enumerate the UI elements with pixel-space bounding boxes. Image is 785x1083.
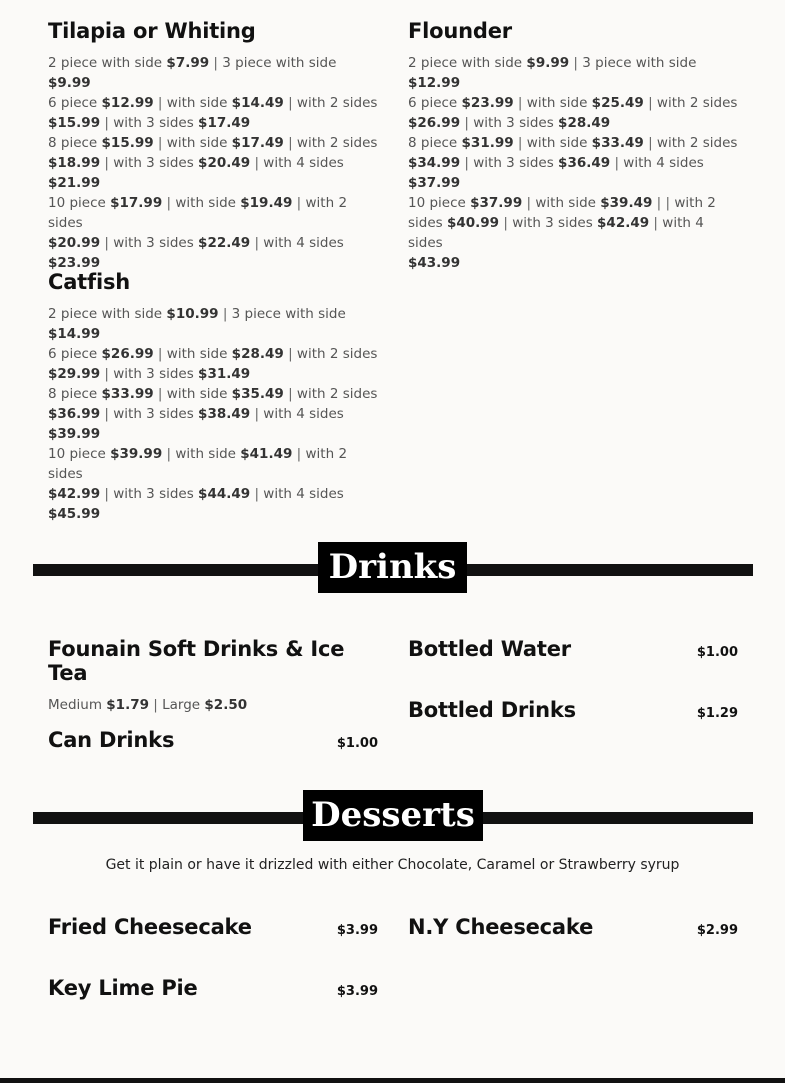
price-value: $33.99 [101,386,154,402]
separator: | [292,195,306,211]
description-line [48,504,378,524]
description-line [48,133,378,153]
price-value: $26.99 [101,346,154,362]
description-text: 3 piece with side [231,306,346,322]
price-value: $20.99 [48,235,101,251]
separator: | [513,95,527,111]
description-text: with 2 [674,195,716,211]
description-text: with 3 sides [512,215,598,231]
description-text: with 2 sides [296,386,378,402]
description-text: Large [162,697,205,713]
description-line [48,304,378,324]
description-text: 8 piece [48,135,102,151]
price-value: $38.49 [198,406,251,422]
price-value: $34.99 [408,155,461,171]
item-title: Founain Soft Drinks & Ice Tea [48,637,345,685]
item-price: $2.99 [696,923,738,938]
description-text: with 3 sides [113,235,199,251]
description-line [48,53,378,93]
price-value: $42.99 [48,486,101,502]
description-line [408,113,738,133]
description-text: 2 piece with side [48,55,167,71]
description-text: with side [166,135,232,151]
price-value: $31.99 [461,135,514,151]
description-text: with 2 sides [48,195,348,231]
separator: | [218,306,232,322]
separator: | [153,386,167,402]
separator: | [649,215,663,231]
description-text: with 2 sides [296,135,378,151]
description-text: with side [166,346,232,362]
item-title: Fried Cheesecake [48,915,252,939]
separator: | [460,155,474,171]
description-text: with 2 sides [296,95,378,111]
separator: | [153,346,167,362]
separator: | [513,135,527,151]
description-line [408,213,738,253]
separator: | [100,366,114,382]
description-line [48,344,378,364]
description-line [48,233,378,253]
description-text: with 3 sides [473,155,559,171]
description-text: with 2 sides [656,95,738,111]
price-value: $29.99 [48,366,101,382]
section-heading-drinks: Drinks [318,542,467,593]
description-line [48,444,378,484]
description-text: with 3 sides [113,406,199,422]
price-value: $17.49 [198,115,251,131]
price-value: $9.99 [48,75,91,91]
item-title: Can Drinks [48,728,175,752]
description-line [48,153,378,173]
description-text: with 4 sides [263,235,344,251]
desserts-note: Get it plain or have it drizzled with either Chocolate, Caramel or Strawberry syrup [105,857,680,873]
price-value: $25.49 [591,95,644,111]
description-text: with 3 sides [113,366,199,382]
description-line [48,384,378,404]
separator: | [162,446,176,462]
description-line [48,113,378,133]
description-text: with 4 sides [263,406,344,422]
separator: | [250,486,264,502]
price-value: $15.99 [101,135,154,151]
separator: | [148,697,163,713]
description-text: 3 piece with side [582,55,697,71]
price-value: $2.50 [204,697,248,713]
item-title: Flounder [408,19,512,43]
description-text: with 4 sides [263,486,344,502]
description-line [48,173,378,193]
price-value: $9.99 [526,55,570,71]
item-title: N.Y Cheesecake [408,915,594,939]
price-value: $17.49 [231,135,284,151]
price-value: $12.99 [408,75,461,91]
description-text: 3 piece with side [222,55,337,71]
price-value: $14.49 [231,95,284,111]
price-value: $37.99 [470,195,523,211]
item-price: $1.00 [336,736,378,751]
price-value: $39.99 [110,446,163,462]
separator: | [283,135,297,151]
description-line [408,153,738,173]
description-text: 10 piece [408,195,471,211]
separator: | [522,195,536,211]
description-text: with side [166,95,232,111]
item-description [408,53,738,273]
separator: | [499,215,513,231]
item-price: $1.29 [696,706,738,721]
description-text: 8 piece [408,135,462,151]
menu-item-can-drinks [48,728,378,752]
menu-item-fried-cheesecake [48,915,378,939]
separator: | [250,235,264,251]
menu-item-tilapia [48,19,378,273]
separator: | | [652,195,675,211]
menu-item-ny-cheesecake [408,915,738,939]
price-value: $7.99 [166,55,210,71]
description-text: with 2 sides [48,446,348,482]
menu-item-bottled-drinks [408,698,738,722]
price-value: $40.99 [446,215,500,231]
item-title: Tilapia or Whiting [48,19,256,43]
description-text: with side [535,195,601,211]
price-value: $1.79 [106,697,149,713]
description-text: with side [166,386,232,402]
item-title: Key Lime Pie [48,976,198,1000]
price-value: $31.49 [198,366,251,382]
separator: | [153,135,167,151]
price-value: $23.99 [461,95,514,111]
menu-item-fountain-drinks [48,637,378,715]
price-value: $14.99 [48,326,101,342]
description-line [48,404,378,424]
price-value: $22.49 [198,235,251,251]
description-text: 2 piece with side [408,55,527,71]
description-text: with 3 sides [113,155,199,171]
description-text: with 3 sides [113,486,199,502]
description-line [408,193,738,213]
description-text: with 4 sides [623,155,704,171]
price-value: $39.99 [48,426,101,442]
menu-item-bottled-water [408,637,738,661]
separator: | [283,346,297,362]
item-description [48,695,378,715]
description-line [48,193,378,233]
description-text: 8 piece [48,386,102,402]
item-price: $3.99 [336,923,378,938]
price-value: $41.49 [240,446,293,462]
description-text: 10 piece [48,195,111,211]
item-title: Bottled Water [408,637,571,661]
separator: | [100,115,114,131]
description-text: 6 piece [48,95,102,111]
price-value: $19.49 [240,195,293,211]
separator: | [153,95,167,111]
separator: | [100,406,114,422]
description-line [48,695,378,715]
separator: | [209,55,223,71]
description-line [48,484,378,504]
price-value: $39.49 [600,195,653,211]
menu-item-catfish [48,270,378,524]
description-text: with side [175,446,241,462]
item-title: Catfish [48,270,131,294]
page-bottom-border [0,1078,785,1083]
description-text: 10 piece [48,446,111,462]
description-text: 6 piece [48,346,102,362]
separator: | [100,486,114,502]
description-text: 2 piece with side [48,306,167,322]
item-price: $1.00 [696,645,738,660]
description-line [48,424,378,444]
description-line [48,93,378,113]
price-value: $21.99 [48,175,101,191]
price-value: $45.99 [48,506,101,522]
separator: | [610,155,624,171]
description-text: with side [526,135,592,151]
description-line [48,324,378,344]
description-line [408,133,738,153]
description-text: with 2 sides [296,346,378,362]
description-line [408,93,738,113]
description-line [408,253,738,273]
description-text: with 4 sides [408,215,704,251]
separator: | [100,235,114,251]
price-value: $43.99 [408,255,461,271]
price-value: $18.99 [48,155,101,171]
separator: | [283,386,297,402]
section-heading-desserts: Desserts [303,790,483,841]
price-value: $17.99 [110,195,163,211]
separator: | [250,155,264,171]
description-text: sides [408,215,447,231]
separator: | [283,95,297,111]
separator: | [569,55,583,71]
description-text: with side [175,195,241,211]
item-description [48,304,378,524]
separator: | [162,195,176,211]
item-description [48,53,378,273]
menu-item-key-lime-pie [48,976,378,1000]
price-value: $15.99 [48,115,101,131]
description-text: with 2 sides [656,135,738,151]
separator: | [643,95,657,111]
price-value: $36.99 [48,406,101,422]
description-line [408,173,738,193]
separator: | [250,406,264,422]
description-text: with 4 sides [263,155,344,171]
description-text: with 3 sides [113,115,199,131]
price-value: $28.49 [231,346,284,362]
separator: | [460,115,474,131]
price-value: $20.49 [198,155,251,171]
description-text: 6 piece [408,95,462,111]
price-value: $28.49 [558,115,611,131]
price-value: $35.49 [231,386,284,402]
description-text: with 3 sides [473,115,559,131]
menu-item-flounder [408,19,738,273]
price-value: $36.49 [558,155,611,171]
price-value: $23.99 [48,255,101,271]
description-line [408,53,738,93]
item-title: Bottled Drinks [408,698,576,722]
description-line [48,364,378,384]
price-value: $33.49 [591,135,644,151]
separator: | [292,446,306,462]
item-price: $3.99 [336,984,378,999]
description-text: with side [526,95,592,111]
separator: | [100,155,114,171]
price-value: $44.49 [198,486,251,502]
separator: | [643,135,657,151]
price-value: $37.99 [408,175,461,191]
price-value: $12.99 [101,95,154,111]
description-text: Medium [48,697,107,713]
price-value: $42.49 [597,215,650,231]
price-value: $10.99 [166,306,219,322]
price-value: $26.99 [408,115,461,131]
